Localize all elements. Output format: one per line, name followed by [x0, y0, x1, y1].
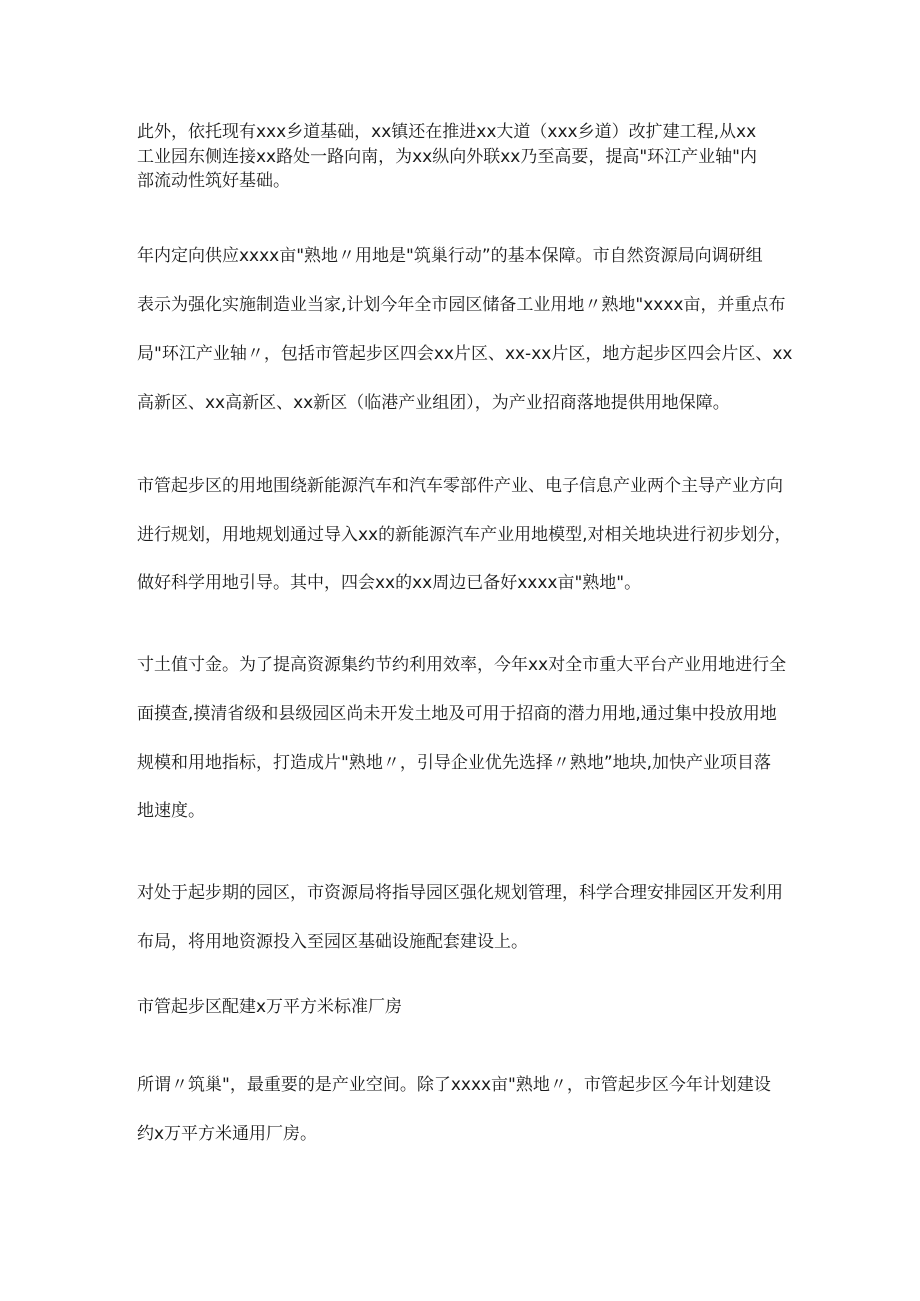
paragraph-1-line-2: 工业园东侧连接xx路处一路向南，为xx纵向外联xx乃至高要，提高"环江产业轴"内 [137, 147, 758, 167]
paragraph-6-line-1: 所谓〃筑巢"，最重要的是产业空间。除了xxxx亩"熟地〃，市管起步区今年计划建设 [137, 1075, 771, 1095]
paragraph-5-line-1: 对处于起步期的园区，市资源局将指导园区强化规划管理，科学合理安排园区开发利用 [137, 883, 783, 903]
paragraph-5-line-2: 布局，将用地资源投入至园区基础设施配套建设上。 [137, 932, 528, 952]
paragraph-1-line-3: 部流动性筑好基础。 [137, 171, 290, 191]
paragraph-2-line-4: 高新区、xx高新区、xx新区（临港产业组团），为产业招商落地提供用地保障。 [137, 393, 730, 413]
paragraph-2-line-3: 局"环江产业轴〃，包括市管起步区四会xx片区、xx-xx片区，地方起步区四会片区、xx [137, 344, 793, 364]
paragraph-4-line-3: 规模和用地指标，打造成片"熟地〃，引导企业优先选择〃熟地”地块,加快产业项目落 [137, 753, 772, 773]
paragraph-2-line-1: 年内定向供应xxxx亩"熟地〃用地是"筑巢行动”的基本保障。市自然资源局向调研组 [137, 246, 763, 266]
paragraph-1-line-1: 此外，依托现有xxx乡道基础，xx镇还在推进xx大道（xxx乡道）改扩建工程,从xx [137, 122, 757, 142]
section-heading: 市管起步区配建x万平方米标准厂房 [137, 997, 403, 1017]
paragraph-6-line-2: 约x万平方米通用厂房。 [137, 1124, 318, 1144]
paragraph-4-line-2: 面摸查,摸清省级和县级园区尚未开发土地及可用于招商的潜力用地,通过集中投放用地 [137, 704, 777, 724]
paragraph-2-line-2: 表示为强化实施制造业当家,计划今年全市园区储备工业用地〃熟地"xxxx亩，并重点布 [137, 295, 786, 315]
paragraph-3-line-3: 做好科学用地引导。其中，四会xx的xx周边已备好xxxx亩"熟地"。 [137, 573, 642, 593]
paragraph-4-line-1: 寸土值寸金。为了提高资源集约节约利用效率，今年xx对全市重大平台产业用地进行全 [137, 655, 787, 675]
paragraph-4-line-4: 地速度。 [137, 801, 205, 821]
paragraph-3-line-1: 市管起步区的用地围绕新能源汽车和汽车零部件产业、电子信息产业两个主导产业方向 [137, 476, 783, 496]
paragraph-3-line-2: 进行规划，用地规划通过导入xx的新能源汽车产业用地模型,对相关地块进行初步划分， [137, 525, 792, 545]
